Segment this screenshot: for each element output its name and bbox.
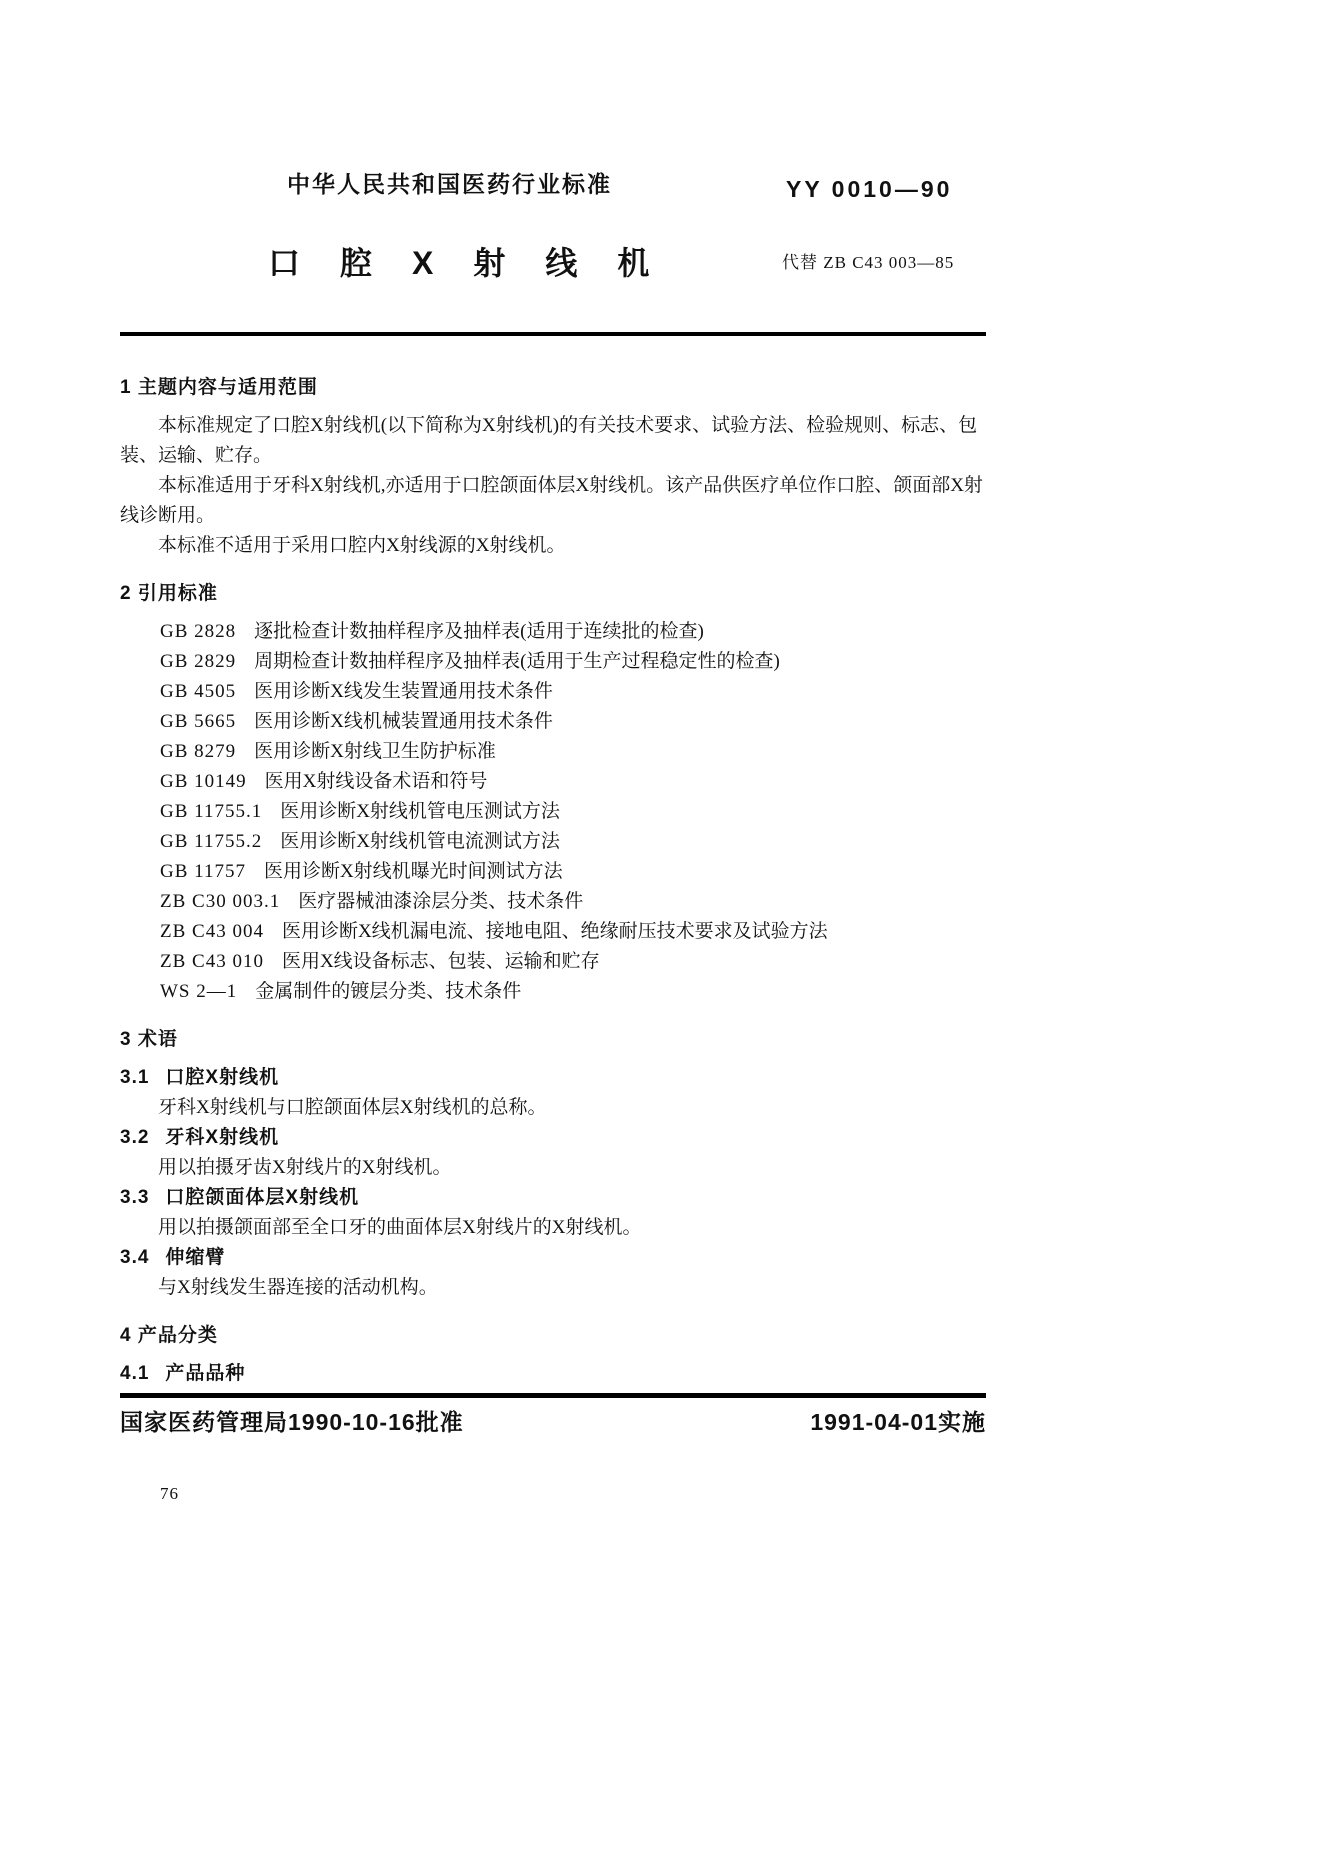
- reference-item: [160, 647, 986, 677]
- reference-title: 医用诊断X线机械装置通用技术条件: [254, 711, 553, 732]
- reference-title: 医疗器械油漆涂层分类、技术条件: [298, 891, 584, 912]
- reference-code: GB 5665: [160, 711, 237, 732]
- section-scope: [120, 373, 986, 561]
- reference-title: 医用诊断X射线机管电压测试方法: [280, 801, 560, 822]
- document-title: 口腔X射线机: [268, 245, 690, 281]
- terms-list: [120, 1063, 986, 1303]
- reference-item: [160, 857, 986, 887]
- reference-code: GB 11755.1: [160, 801, 263, 822]
- document-number: YY 0010—90: [786, 176, 953, 202]
- subsection-4-1-heading: [120, 1359, 986, 1389]
- section-classification: [120, 1321, 986, 1389]
- reference-item: [160, 737, 986, 767]
- reference-code: GB 11755.2: [160, 831, 263, 852]
- header-divider: [120, 332, 986, 336]
- paragraph: 本标准适用于牙科X射线机,亦适用于口腔颌面体层X射线机。该产品供医疗单位作口腔、颌面部X射线诊断用。: [120, 475, 983, 526]
- term-item: [120, 1243, 986, 1303]
- reference-item: [160, 827, 986, 857]
- reference-code: GB 11757: [160, 861, 246, 882]
- footer-divider: [120, 1393, 986, 1398]
- term-number: 3.2: [120, 1127, 150, 1148]
- term-definition: 牙科X射线机与口腔颌面体层X射线机的总称。: [158, 1097, 547, 1118]
- term-definition: 用以拍摄牙齿X射线片的X射线机。: [158, 1157, 452, 1178]
- reference-item: [160, 887, 986, 917]
- reference-item: [160, 767, 986, 797]
- paragraph: 本标准规定了口腔X射线机(以下简称为X射线机)的有关技术要求、试验方法、检验规则、标志、包装、运输、贮存。: [120, 415, 978, 466]
- term-name: 口腔X射线机: [165, 1067, 280, 1088]
- term-definition: 与X射线发生器连接的活动机构。: [158, 1277, 438, 1298]
- page-number: 76: [160, 1484, 179, 1503]
- section-3-heading: 3 术语: [120, 1029, 178, 1050]
- reference-code: ZB C43 010: [160, 951, 264, 972]
- reference-item: [160, 707, 986, 737]
- term-definition: 用以拍摄颌面部至全口牙的曲面体层X射线片的X射线机。: [158, 1217, 642, 1238]
- subsection-number: 4.1: [120, 1363, 150, 1384]
- reference-title: 医用诊断X射线机曝光时间测试方法: [263, 861, 563, 882]
- reference-item: [160, 977, 986, 1007]
- reference-title: 医用诊断X线发生装置通用技术条件: [254, 681, 553, 702]
- reference-title: 金属制件的镀层分类、技术条件: [255, 981, 522, 1002]
- reference-item: [160, 617, 986, 647]
- approval-note: 国家医药管理局1990-10-16批准: [120, 1409, 464, 1435]
- reference-code: GB 2829: [160, 651, 237, 672]
- term-item: [120, 1183, 986, 1243]
- term-item: [120, 1123, 986, 1183]
- term-heading: [120, 1123, 986, 1153]
- reference-code: GB 2828: [160, 621, 237, 642]
- term-heading: [120, 1063, 986, 1093]
- reference-code: WS 2—1: [160, 981, 238, 1002]
- section-1-heading: 1 主题内容与适用范围: [120, 377, 318, 398]
- section-2-heading: 2 引用标准: [120, 583, 218, 604]
- reference-code: GB 8279: [160, 741, 237, 762]
- reference-item: [160, 797, 986, 827]
- reference-item: [160, 917, 986, 947]
- term-heading: [120, 1183, 986, 1213]
- reference-title: 医用诊断X射线机管电流测试方法: [280, 831, 560, 852]
- reference-title: 医用X线设备标志、包装、运输和贮存: [281, 951, 600, 972]
- paragraph: 本标准不适用于采用口腔内X射线源的X射线机。: [158, 535, 566, 556]
- term-number: 3.4: [120, 1247, 150, 1268]
- term-number: 3.3: [120, 1187, 150, 1208]
- term-name: 伸缩臂: [165, 1247, 226, 1268]
- implementation-note: 1991-04-01实施: [810, 1409, 986, 1435]
- reference-code: ZB C30 003.1: [160, 891, 281, 912]
- document-body: [120, 373, 986, 1389]
- standard-type-label: 中华人民共和国医药行业标准: [287, 171, 612, 197]
- reference-code: GB 4505: [160, 681, 237, 702]
- section-references: [120, 579, 986, 1007]
- section-1-paragraphs: [120, 411, 986, 561]
- term-heading: [120, 1243, 986, 1273]
- reference-item: [160, 677, 986, 707]
- subsection-title: 产品品种: [165, 1363, 246, 1384]
- reference-title: 周期检查计数抽样程序及抽样表(适用于生产过程稳定性的检查): [254, 651, 780, 672]
- reference-title: 逐批检查计数抽样程序及抽样表(适用于连续批的检查): [254, 621, 704, 642]
- replaces-note: 代替 ZB C43 003—85: [782, 253, 955, 272]
- reference-code: GB 10149: [160, 771, 247, 792]
- term-name: 牙科X射线机: [165, 1127, 280, 1148]
- reference-item: [160, 947, 986, 977]
- reference-code: ZB C43 004: [160, 921, 264, 942]
- reference-title: 医用X射线设备术语和符号: [264, 771, 488, 792]
- section-4-heading: 4 产品分类: [120, 1325, 218, 1346]
- reference-title: 医用诊断X线机漏电流、接地电阻、绝缘耐压技术要求及试验方法: [281, 921, 828, 942]
- term-item: [120, 1063, 986, 1123]
- footer: [120, 1404, 986, 1437]
- reference-title: 医用诊断X射线卫生防护标准: [254, 741, 496, 762]
- term-name: 口腔颌面体层X射线机: [165, 1187, 360, 1208]
- reference-list: [120, 617, 986, 1007]
- section-terms: [120, 1025, 986, 1303]
- term-number: 3.1: [120, 1067, 150, 1088]
